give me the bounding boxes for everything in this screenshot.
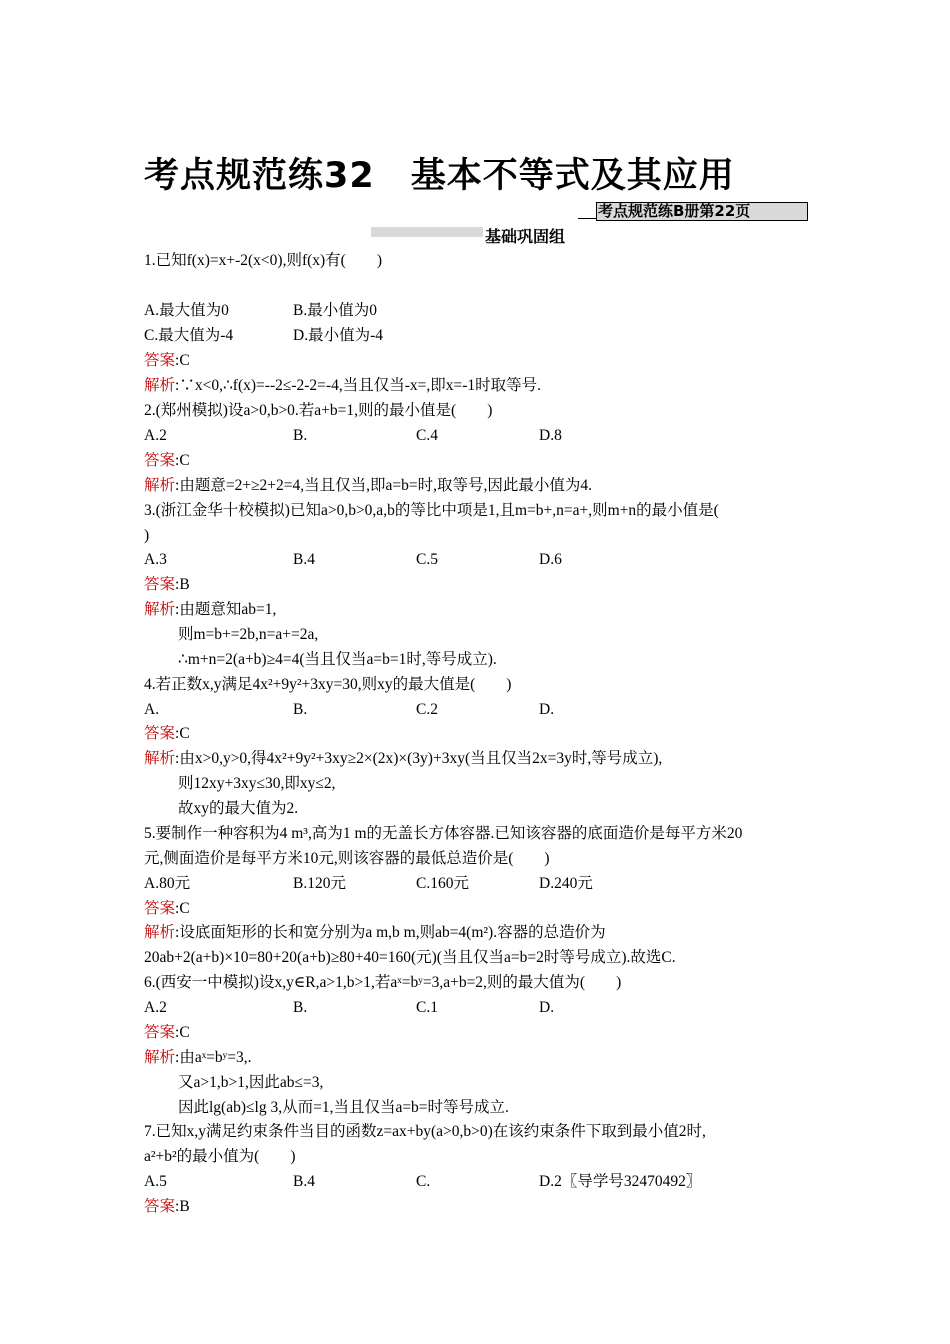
q3-analysis-line-2: 则m=b+=2b,n=a+=2a, [178,626,319,643]
question-2-stem: 2.(郑州模拟)设a>0,b>0.若a+b=1,则的最小值是( ) [144,402,493,419]
q5-option-d: D.240元 [539,875,593,892]
q4-option-d: D. [539,701,555,718]
q6-analysis: 解析:由aˣ=bʸ=3,. [144,1049,252,1066]
q1-analysis: 解析:∵x<0,∴f(x)=--2≤-2-2=-4,当且仅当-x=,即x=-1时取等号. [144,377,542,394]
q6-option-b: B. [293,999,308,1016]
q4-option-a: A. [144,701,160,718]
q7-option-a: A.5 [144,1173,167,1190]
q6-analysis-line-3: 因此lg(ab)≤lg 3,从而=1,当且仅当a=b=时等号成立. [178,1099,509,1116]
q4-option-b: B. [293,701,308,718]
question-1-stem: 1.已知f(x)=x+-2(x<0),则f(x)有( ) [144,252,383,269]
q7-option-c: C. [416,1173,431,1190]
q2-analysis: 解析:由题意=2+≥2+2=4,当且仅当,即a=b=时,取等号,因此最小值为4. [144,477,593,494]
q5-option-a: A.80元 [144,875,191,892]
reference-box: 考点规范练B册第22页 [596,202,808,221]
q6-option-c: C.1 [416,999,438,1016]
q7-option-d: D.2〖导学号32470492〗 [539,1173,702,1190]
q2-option-b: B. [293,427,308,444]
q3-option-b: B.4 [293,551,315,568]
q4-analysis-line-2: 则12xy+3xy≤30,即xy≤2, [178,775,336,792]
q7-option-b: B.4 [293,1173,315,1190]
q3-analysis: 解析:由题意知ab=1, [144,601,277,618]
question-3-stem: 3.(浙江金华十校模拟)已知a>0,b>0,a,b的等比中项是1,且m=b+,n=a+,则m+n的最小值是( [144,502,719,519]
question-5-stem-cont: 元,侧面造价是每平方米10元,则该容器的最低总造价是( ) [144,850,550,867]
q3-answer: 答案:B [144,576,190,593]
q7-answer: 答案:B [144,1198,190,1215]
page-title: 考点规范练32 基本不等式及其应用 [144,156,735,196]
q4-analysis: 解析:由x>0,y>0,得4x²+9y²+3xy≥2×(2x)×(3y)+3xy(当且仅当2x=3y时,等号成立), [144,750,663,767]
q1-option-c: C.最大值为-4 [144,327,234,344]
q5-analysis: 解析:设底面矩形的长和宽分别为a m,b m,则ab=4(m²).容器的总造价为 [144,924,606,941]
section-bar [371,227,483,237]
q4-analysis-line-3: 故xy的最大值为2. [178,800,299,817]
q2-option-d: D.8 [539,427,562,444]
q1-option-b: B.最小值为0 [293,302,377,319]
q1-option-a: A.最大值为0 [144,302,229,319]
question-5-stem: 5.要制作一种容积为4 m³,高为1 m的无盖长方体容器.已知该容器的底面造价是每平方米20 [144,825,743,842]
q5-answer: 答案:C [144,900,190,917]
q6-option-a: A.2 [144,999,167,1016]
q2-option-c: C.4 [416,427,438,444]
q2-option-a: A.2 [144,427,167,444]
q5-option-c: C.160元 [416,875,469,892]
reference-leader-line [578,218,596,219]
question-4-stem: 4.若正数x,y满足4x²+9y²+3xy=30,则xy的最大值是( ) [144,676,512,693]
question-3-stem-cont: ) [144,527,150,544]
q4-answer: 答案:C [144,725,190,742]
q5-option-b: B.120元 [293,875,346,892]
q4-option-c: C.2 [416,701,438,718]
section-title: 基础巩固组 [485,227,566,246]
q1-option-d: D.最小值为-4 [293,327,383,344]
q2-answer: 答案:C [144,452,190,469]
q3-analysis-line-3: ∴m+n=2(a+b)≥4=4(当且仅当a=b=1时,等号成立). [178,651,497,668]
q6-option-d: D. [539,999,555,1016]
q6-answer: 答案:C [144,1024,190,1041]
q3-option-c: C.5 [416,551,438,568]
q3-option-d: D.6 [539,551,562,568]
q1-answer: 答案:C [144,352,190,369]
q3-option-a: A.3 [144,551,167,568]
question-7-stem-cont: a²+b²的最小值为( ) [144,1148,296,1165]
question-7-stem: 7.已知x,y满足约束条件当目的函数z=ax+by(a>0,b>0)在该约束条件下取到最小值2时, [144,1123,706,1140]
question-6-stem: 6.(西安一中模拟)设x,y∈R,a>1,b>1,若aˣ=bʸ=3,a+b=2,则的最大值为( ) [144,974,622,991]
q6-analysis-line-2: 又a>1,b>1,因此ab≤=3, [178,1074,324,1091]
guide-number: 〖导学号32470492〗 [561,1173,702,1190]
q5-analysis-line-2: 20ab+2(a+b)×10=80+20(a+b)≥80+40=160(元)(当且仅当a=b=2时等号成立).故选C. [144,949,676,966]
